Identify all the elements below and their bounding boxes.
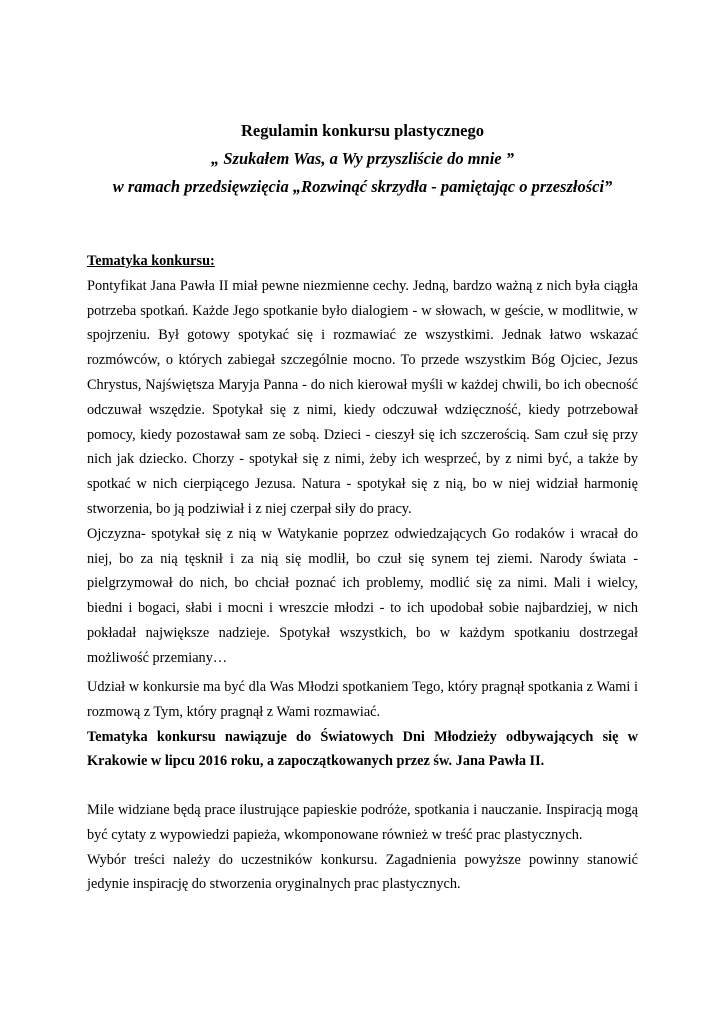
section-body [87,249,638,671]
section-participation [87,675,638,774]
section-guidelines [87,798,638,897]
paragraph-homeland: Ojczyzna- spotykał się z nią w Watykanie poprzez odwiedzających Go rodaków i wracał do niej, bo za nią tęsknił i za nią się modlił, bo czuł się synem tej ziemi. Narody świata - pielgrzymował do nich, bo chciał poznać ich problemy, modlić się za nimi. Mali i wielcy, biedni i bogaci, słabi i mocni i wreszcie młodzi - to ich upodobał sobie najbardziej, w nich pokładał największe nadzieje. Spotykał wszystkich, bo w każdym spotkaniu dostrzegał możliwość przemiany… [87,525,638,666]
project-name: w ramach przedsięwzięcia „Rozwinąć skrzydła - pamiętając o przeszłości” [112,177,613,196]
paragraph-welcome-works: Mile widziane będą prace ilustrujące papieskie podróże, spotkania i nauczanie. Inspiracją mogą być cytaty z wypowiedzi papieża, wkomponowane również w treść prac plastycznych. [87,802,638,843]
document-title: Regulamin konkursu plastycznego [241,121,484,140]
paragraph-participation: Udział w konkursie ma być dla Was Młodzi spotkaniem Tego, który pragnął spotkania z Wami i rozmową z Tym, który pragnął z Wami rozmawiać. [87,679,638,720]
paragraph-pontificate: Pontyfikat Jana Pawła II miał pewne niezmienne cechy. Jedną, bardzo ważną z nich była ciągła potrzeba spotkań. Każde Jego spotkanie było dialogiem - w słowach, w geście, w modlitwie, w spojrzeniu. Był gotowy spotykać się i rozmawiać ze wszystkimi. Jednak łatwo wskazać rozmówców, o których zabiegał szczególnie mocno. To przede wszystkim Bóg Ojciec, Jezus Chrystus, Najświętsza Maryja Panna - do nich kierował myśli w każdej chwili, bo ich obecność odczuwał wszędzie. Spotykał się z nimi, kiedy odczuwał wdzięczność, kiedy potrzebował pomocy, kiedy pozostawał sam ze sobą. Dzieci - cieszył się ich szczerością. Sam czuł się przy nich jak dziecko. Chorzy - spotykał się z nimi, żeby ich wesprzeć, by z nimi być, a także by spotkać w nich cierpiącego Jezusa. Natura - spotykał się z nią, bo w niej widział harmonię stworzenia, bo ją podziwiał i z niej czerpał siły do pracy. [87,277,638,517]
section-heading: Tematyka konkursu: [87,253,215,269]
paragraph-content-choice: Wybór treści należy do uczestników konkursu. Zagadnienia powyższe powinny stanowić jedynie inspirację do stworzenia oryginalnych prac plastycznych. [87,851,638,893]
paragraph-wyd-theme: Tematyka konkursu nawiązuje do Światowych Dni Młodzieży odbywających się w Krakowie w lipcu 2016 roku, a zapoczątkowanych przez św. Jana Pawła II. [87,728,638,770]
title-block [40,117,685,201]
contest-motto: „ Szukałem Was, a Wy przyszliście do mnie ” [211,149,514,168]
